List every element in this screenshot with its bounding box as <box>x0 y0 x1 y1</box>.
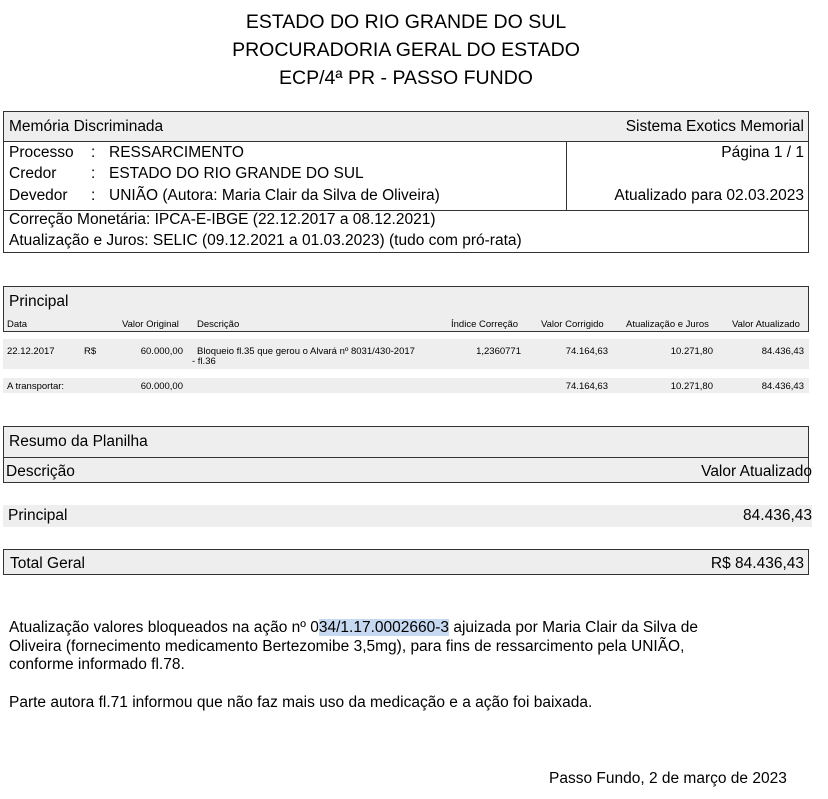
memoria-system: Sistema Exotics Memorial <box>625 118 804 135</box>
resumo-col-valor: Valor Atualizado <box>701 463 812 480</box>
col-valor-corrigido: Valor Corrigido <box>541 319 604 330</box>
row-data: 22.12.2017 <box>7 346 55 357</box>
col-atualizacao-juros: Atualização e Juros <box>626 319 709 330</box>
row-currency: R$ <box>84 346 97 357</box>
credor-colon: : <box>91 165 96 182</box>
transportar-label: A transportar: <box>7 381 65 392</box>
memoria-vertical-divider <box>566 141 567 210</box>
note-paragraph-2: Parte autora fl.71 informou que não faz mais uso da medicação e a ação foi baixada. <box>9 694 593 711</box>
note-text-a: Atualização valores bloqueados na ação nº 0 <box>9 619 319 636</box>
processo-colon: : <box>91 144 96 161</box>
col-valor-original: Valor Original <box>122 319 179 330</box>
row-juros: 10.271,80 <box>670 346 713 357</box>
row-indice: 1,2360771 <box>476 346 521 357</box>
transportar-valor-original: 60.000,00 <box>140 381 183 392</box>
resumo-principal-label: Principal <box>8 507 68 524</box>
row-valor-atualizado: 84.436,43 <box>761 346 804 357</box>
selected-process-number[interactable]: 34/1.17.0002660-3 <box>318 619 450 636</box>
processo-label: Processo <box>9 144 74 161</box>
resumo-col-descricao: Descrição <box>6 463 75 480</box>
devedor-label: Devedor <box>9 187 68 204</box>
atualizado-para: Atualizado para 02.03.2023 <box>614 187 804 204</box>
col-indice: Índice Correção <box>451 319 519 330</box>
total-geral-value: R$ 84.436,43 <box>710 555 804 572</box>
note-text-b: ajuizada por Maria Clair da Silva de <box>449 619 698 636</box>
row-descricao-2: - fl.36 <box>192 356 216 367</box>
col-data: Data <box>7 319 28 330</box>
note-paragraph-1-line-2: Oliveira (fornecimento medicamento Bertezomibe 3,5mg), para fins de ressarcimento pela UNIÃO, <box>9 638 685 655</box>
principal-title: Principal <box>9 293 69 310</box>
header-unit: ECP/4ª PR - PASSO FUNDO <box>279 67 533 89</box>
credor-value: ESTADO DO RIO GRANDE DO SUL <box>109 165 364 182</box>
note-paragraph-1-line-1[interactable] <box>9 619 698 637</box>
resumo-title: Resumo da Planilha <box>9 433 148 450</box>
pagina: Página 1 / 1 <box>721 144 804 161</box>
resumo-divider <box>4 457 808 458</box>
row-valor-corrigido: 74.164,63 <box>565 346 608 357</box>
total-geral-label: Total Geral <box>10 555 85 572</box>
atualizacao-juros: Atualização e Juros: SELIC (09.12.2021 a 01.03.2023) (tudo com pró-rata) <box>9 232 522 249</box>
transportar-valor-corrigido: 74.164,63 <box>565 381 608 392</box>
transportar-juros: 10.271,80 <box>670 381 713 392</box>
correcao-monetaria: Correção Monetária: IPCA-E-IBGE (22.12.2017 a 08.12.2021) <box>9 211 436 228</box>
processo-value: RESSARCIMENTO <box>109 144 244 161</box>
col-valor-atualizado: Valor Atualizado <box>732 319 800 330</box>
note-paragraph-1-line-3: conforme informado fl.78. <box>9 656 185 673</box>
memoria-title: Memória Discriminada <box>9 118 164 135</box>
transportar-valor-atualizado: 84.436,43 <box>761 381 804 392</box>
place-date: Passo Fundo, 2 de março de 2023 <box>549 770 787 787</box>
devedor-value: UNIÃO (Autora: Maria Clair da Silva de Oliveira) <box>109 187 440 204</box>
row-descricao-1: Bloqueio fl.35 que gerou o Alvará nº 8031/430-2017 <box>197 346 415 357</box>
resumo-principal-value: 84.436,43 <box>743 507 812 524</box>
row-valor-original: 60.000,00 <box>140 346 183 357</box>
col-descricao: Descrição <box>197 319 240 330</box>
header-procuradoria: PROCURADORIA GERAL DO ESTADO <box>232 39 580 61</box>
credor-label: Credor <box>9 165 57 182</box>
devedor-colon: : <box>91 187 96 204</box>
header-state: ESTADO DO RIO GRANDE DO SUL <box>245 11 567 33</box>
